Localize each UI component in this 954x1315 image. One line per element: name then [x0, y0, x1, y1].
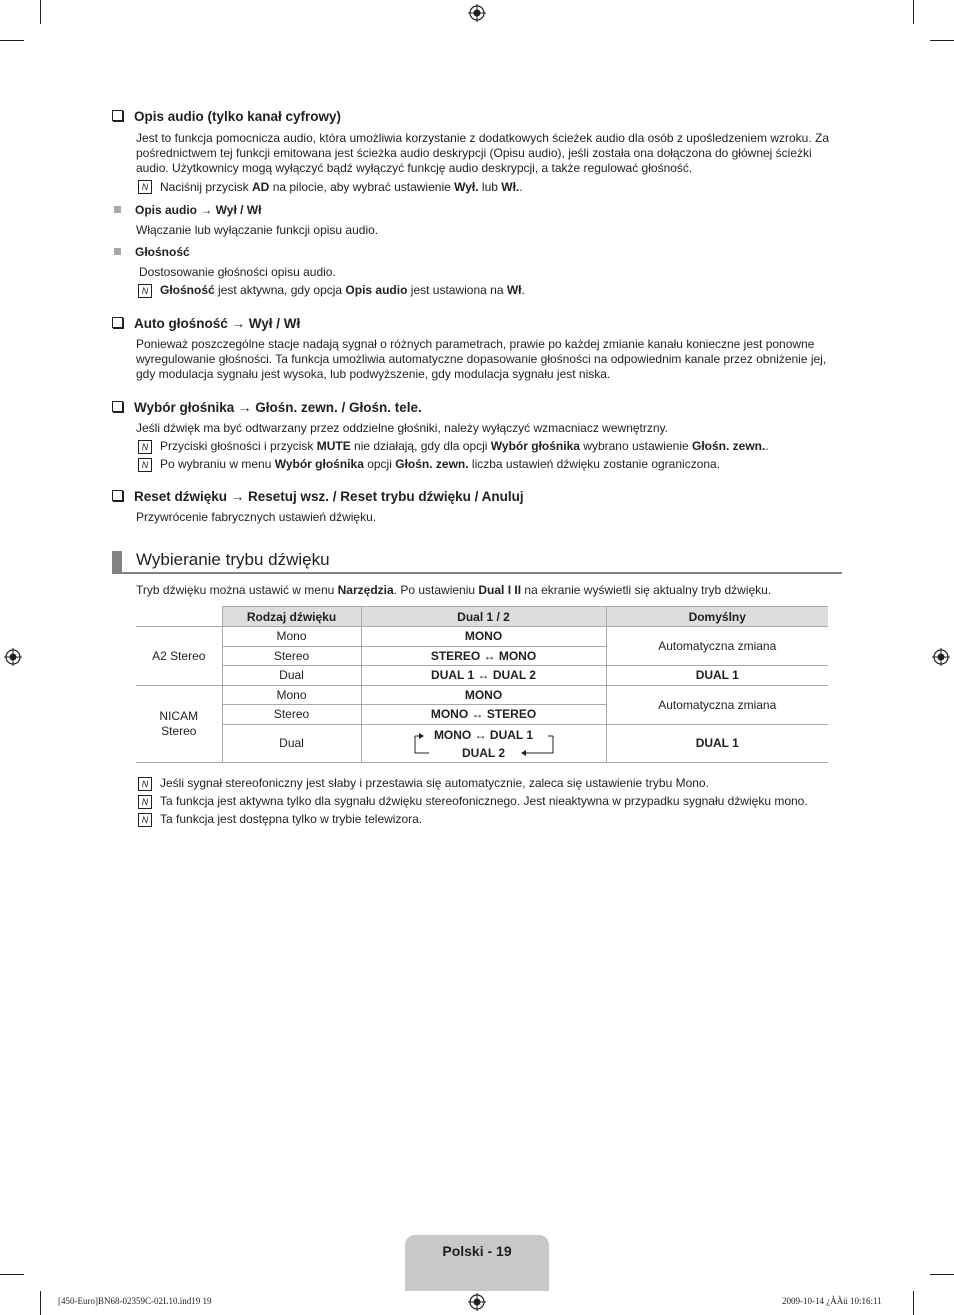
- table-cell: Dual: [222, 666, 361, 686]
- crop-mark: [40, 0, 41, 24]
- table-cell: Dual: [222, 724, 361, 762]
- table-header-row: [136, 607, 828, 627]
- note-icon: N: [138, 813, 152, 827]
- note-icon: N: [138, 440, 152, 454]
- table-cell: [361, 724, 606, 762]
- note-text: Jeśli sygnał stereofoniczny jest słaby i przestawia się automatycznie, zaleca się ustawienie trybu Mono.: [160, 776, 709, 790]
- crop-mark: [930, 40, 954, 41]
- crop-mark: [0, 40, 24, 41]
- table-cell: STEREO ↔ MONO: [361, 646, 606, 666]
- square-bullet-icon: [114, 248, 121, 255]
- table-cell: DUAL 1 ↔ DUAL 2: [361, 666, 606, 686]
- dual-line-1: MONO ↔ DUAL 1: [433, 727, 534, 742]
- section-title-speaker-select: Wybór głośnika → Głośn. zewn. / Głośn. tele.: [112, 400, 422, 415]
- paragraph: Ponieważ poszczególne stacje nadają sygnał o różnych parametrach, prawie po każdej zmianie kanału konieczne jest ponowne wyregulowanie głośności. Ta funkcja umożliwia automatyczne dopasowanie głośności na odpowiednim kanale przez obniżenie jej, gdy modulacja sygnału jest wysoka, lub podwyższenie, gdy modulacja sygnału jest niska.: [136, 337, 827, 381]
- subsection-text: Włączanie lub wyłączanie funkcji opisu audio.: [136, 223, 379, 237]
- page-number: Polski - 19: [442, 1243, 512, 1259]
- crop-mark: [913, 1291, 914, 1315]
- table-row: [136, 724, 828, 762]
- paragraph: Jest to funkcja pomocnicza audio, która umożliwia korzystanie z dodatkowych ścieżek audio dla osób z upośledzeniem wzroku. Za pośrednictwem tej funkcji emitowana jest ścieżka audio deskrypcji (Opisu audio), jeśli została ona dołączona do głównej ścieżki audio. Użytkownicy mogą wyłączyć bądź wyłączyć funkcję audio deskrypcji, a także regulować głośność.: [136, 131, 830, 175]
- note-icon: N: [138, 284, 152, 298]
- crop-mark: [930, 1274, 954, 1275]
- registration-mark-icon: [932, 648, 950, 666]
- table-cell: MONO: [361, 685, 606, 705]
- print-slug-left: [450-Euro]BN68-02359C-02L10.ind19 19: [58, 1296, 212, 1306]
- table-cell: Mono: [222, 685, 361, 705]
- note-text: Przyciski głośności i przycisk MUTE nie działają, gdy dla opcji Wybór głośnika wybrano ustawienie Głośn. zewn..: [160, 439, 769, 453]
- table-cell: Stereo: [222, 705, 361, 725]
- note-icon: N: [138, 795, 152, 809]
- intro-text: Tryb dźwięku można ustawić w menu Narzędzia. Po ustawieniu Dual I II na ekranie wyświetli się aktualny tryb dźwięku.: [136, 583, 772, 597]
- paragraph: Jeśli dźwięk ma być odtwarzany przez oddzielne głośniki, należy wyłączyć wzmacniacz wewnętrzny.: [136, 421, 668, 435]
- table-header: Dual 1 / 2: [361, 607, 606, 627]
- crop-mark: [0, 1274, 24, 1275]
- note-text: Ta funkcja jest dostępna tylko w trybie telewizora.: [160, 812, 423, 826]
- print-slug-right: 2009-10-14 ¿ÀÀü 10:16:11: [782, 1296, 882, 1306]
- subsection-title: Opis audio → Wył / Wł: [114, 203, 261, 217]
- registration-mark-icon: [468, 4, 486, 22]
- table-cell: MONO ↔ STEREO: [361, 705, 606, 725]
- crop-mark: [913, 0, 914, 24]
- dual-line-2: DUAL 2: [461, 745, 506, 760]
- heading-rule: [112, 572, 842, 574]
- table-cell: Mono: [222, 627, 361, 647]
- table-row: [136, 685, 828, 705]
- table-cell: DUAL 1: [606, 724, 828, 762]
- table-cell: A2 Stereo: [136, 627, 222, 686]
- subsection-title: Głośność: [114, 245, 190, 259]
- table-header: Domyślny: [606, 607, 828, 627]
- table-header: Rodzaj dźwięku: [222, 607, 361, 627]
- table-cell: Automatyczna zmiana: [606, 627, 828, 666]
- checkbox-bullet-icon: [112, 490, 123, 501]
- note-icon: N: [138, 180, 152, 194]
- table-cell: NICAM Stereo: [136, 685, 222, 762]
- table-cell: DUAL 1: [606, 666, 828, 686]
- note-text: Naciśnij przycisk AD na pilocie, aby wybrać ustawienie Wył. lub Wł..: [160, 180, 523, 194]
- checkbox-bullet-icon: [112, 317, 123, 328]
- checkbox-bullet-icon: [112, 110, 123, 121]
- paragraph: Przywrócenie fabrycznych ustawień dźwięku.: [136, 510, 377, 524]
- registration-mark-icon: [4, 648, 22, 666]
- table-cell: MONO: [361, 627, 606, 647]
- note-text: Głośność jest aktywna, gdy opcja Opis audio jest ustawiona na Wł.: [160, 283, 525, 297]
- note-text: Ta funkcja jest aktywna tylko dla sygnału dźwięku stereofonicznego. Jest nieaktywna w przypadku sygnału dźwięku mono.: [160, 794, 808, 808]
- subsection-text: Dostosowanie głośności opisu audio.: [139, 265, 336, 279]
- heading-bar: [112, 551, 122, 572]
- sound-mode-table: [136, 606, 828, 763]
- note-text: Po wybraniu w menu Wybór głośnika opcji Głośn. zewn. liczba ustawień dźwięku zostanie ograniczona.: [160, 457, 721, 471]
- registration-mark-icon: [468, 1293, 486, 1311]
- table-header: [136, 607, 222, 627]
- crop-mark: [40, 1291, 41, 1315]
- table-cell: Automatyczna zmiana: [606, 685, 828, 724]
- note-icon: N: [138, 777, 152, 791]
- page-heading: Wybieranie trybu dźwięku: [136, 550, 330, 569]
- dual-cycle-cell: [362, 725, 606, 762]
- square-bullet-icon: [114, 206, 121, 213]
- table-row: [136, 666, 828, 686]
- table-row: [136, 627, 828, 647]
- table-cell: Stereo: [222, 646, 361, 666]
- section-title-sound-reset: Reset dźwięku → Resetuj wsz. / Reset trybu dźwięku / Anuluj: [112, 489, 524, 504]
- section-title-auto-volume: Auto głośność → Wył / Wł: [112, 316, 300, 331]
- section-title-audio-description: Opis audio (tylko kanał cyfrowy): [112, 109, 341, 124]
- note-icon: N: [138, 458, 152, 472]
- checkbox-bullet-icon: [112, 401, 123, 412]
